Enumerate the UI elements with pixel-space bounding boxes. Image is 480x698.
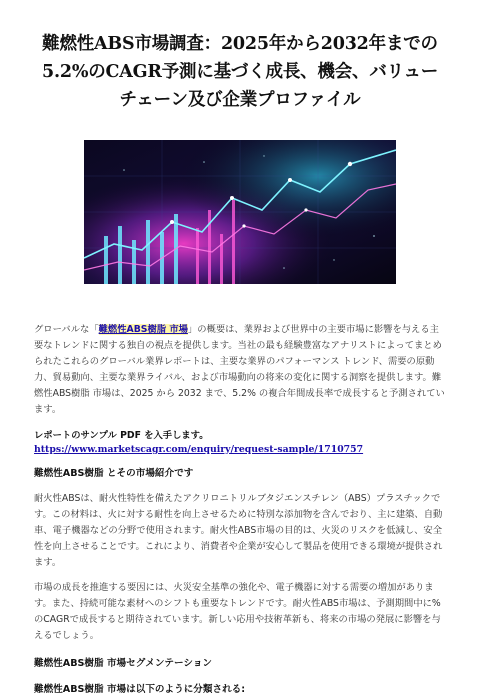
section-heading-introduction: 難燃性ABS樹脂 とその市場紹介です [34,468,194,480]
intro-text-before: グローバルな「 [34,324,99,335]
sample-pdf-link[interactable]: https://www.marketscagr.com/enquiry/request-sample/1710757 [34,444,364,455]
section-heading-classification: 難燃性ABS樹脂 市場は以下のように分類される: [34,684,246,696]
hero-image [84,140,396,284]
sample-pdf-label: レポートのサンプル PDF を入手します。 [34,430,209,441]
section-heading-segmentation: 難燃性ABS樹脂 市場セグメンテーション [34,658,213,670]
market-link[interactable]: 難燃性ABS樹脂 市場 [98,324,188,335]
intro-paragraph [34,322,446,418]
section-paragraph-growth: 市場の成長を推進する要因には、火災安全基準の強化や、電子機器に対する需要の増加があります。また、持続可能な素材へのシフトも重要なトレンドです。耐火性ABS市場は、予測期間中に%のCAGRで成長すると期待されています。新しい応用や技術革新も、将来の市場の発展に影響を与えるでしょう。 [34,582,441,642]
section-paragraph-definition: 耐火性ABSは、耐火性特性を備えたアクリロニトリルブタジエンスチレン（ABS）プラスチックです。この材料は、火に対する耐性を向上させるために特別な添加物を含んでおり、主に建築、自動車、電子機器などの分野で使用されます。耐火性ABS市場の目的は、火災のリスクを低減し、安全性を向上させることです。これにより、消費者や企業が安心して製品を使用できる環境が提供されます。 [34,493,443,569]
page-title: 難燃性ABS市場調査：2025年から2032年までの5.2%のCAGR予測に基づく成長、機会、バリューチェーン及び企業プロファイル [41,34,439,110]
intro-text-after: 」の概要は、業界および世界中の主要市場に影響を与える主要なトレンドに関する独自の視点を提供します。当社の最も経験豊富なアナリストによってまとめられたこれらのグローバル業界レポートは、主要な業界のパフォーマンス トレンド、需要の原動力、貿易動向、主要な業界ライバル、および市場動向の将来の変化に関する洞察を提供します。難燃性ABS樹脂 市場は、2025 から 2032 まで、5.2% の複合年間成長率で成長すると予測されています。 [34,324,445,415]
sample-pdf-line [34,429,446,457]
